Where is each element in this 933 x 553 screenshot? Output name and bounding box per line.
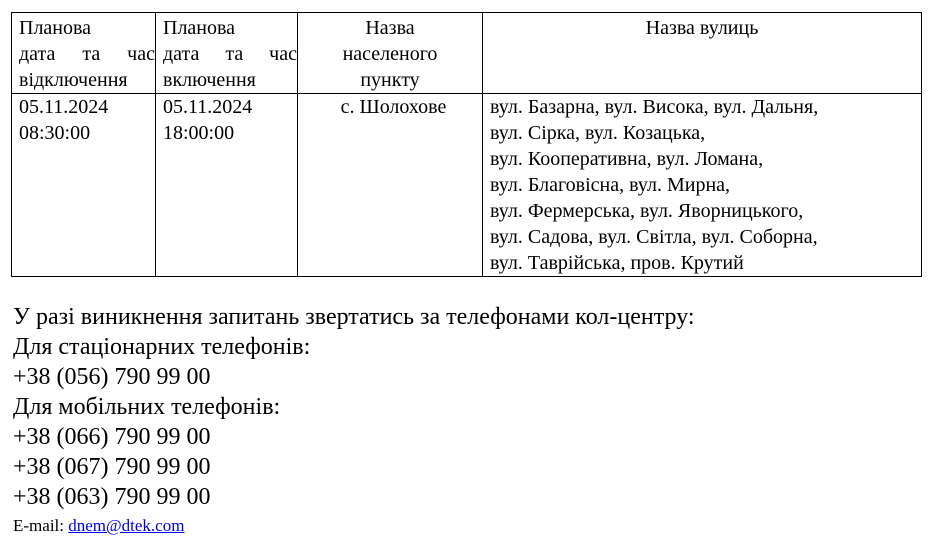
mobile-phone: +38 (066) 790 99 00	[13, 424, 211, 450]
street-line: вул. Фермерська, вул. Яворницького,	[490, 200, 804, 222]
header-locality-line2: населеного	[342, 43, 438, 65]
on-time: 18:00:00	[163, 122, 235, 144]
header-planned-off-line1: Планова	[19, 17, 92, 39]
street-line: вул. Таврійська, пров. Крутий	[490, 252, 744, 274]
street-line: вул. Благовісна, вул. Мирна,	[490, 174, 731, 196]
header-locality-line1: Назва	[365, 17, 415, 39]
header-planned-on-line1: Планова	[163, 17, 236, 39]
street-line: вул. Сірка, вул. Козацька,	[490, 122, 706, 144]
email-row	[13, 514, 184, 538]
call-center-intro: У разі виникнення запитань звертатись за телефонами кол-центру:	[13, 304, 695, 330]
email-link[interactable]: dnem@dtek.com	[68, 516, 185, 535]
landline-phone: +38 (056) 790 99 00	[13, 364, 211, 390]
outage-schedule-table	[11, 12, 922, 277]
table-row	[12, 94, 922, 277]
landline-label: Для стаціонарних телефонів:	[13, 334, 311, 360]
header-planned-on-line3: включення	[163, 69, 256, 91]
header-streets	[483, 13, 922, 94]
header-streets-line1: Назва вулиць	[645, 17, 759, 39]
cell-on-datetime	[156, 94, 298, 277]
mobile-label: Для мобільних телефонів:	[13, 394, 281, 420]
street-line: вул. Базарна, вул. Висока, вул. Дальня,	[490, 96, 819, 118]
off-date: 05.11.2024	[19, 96, 109, 118]
header-locality	[298, 13, 483, 94]
locality-name: с. Шолохове	[340, 96, 447, 118]
email-label: E-mail:	[13, 516, 64, 535]
street-line: вул. Кооперативна, вул. Ломана,	[490, 148, 764, 170]
cell-streets	[483, 94, 922, 277]
cell-off-datetime	[12, 94, 156, 277]
header-planned-off	[12, 13, 156, 94]
table-header-row	[12, 13, 922, 94]
header-planned-off-line3: відключення	[19, 69, 128, 91]
header-planned-on-line2: дата та час	[163, 43, 297, 65]
header-locality-line3: пункту	[360, 69, 420, 91]
off-time: 08:30:00	[19, 122, 91, 144]
street-line: вул. Садова, вул. Світла, вул. Соборна,	[490, 226, 818, 248]
on-date: 05.11.2024	[163, 96, 253, 118]
cell-locality	[298, 94, 483, 277]
mobile-phone: +38 (063) 790 99 00	[13, 484, 211, 510]
header-planned-on	[156, 13, 298, 94]
header-planned-off-line2: дата та час	[19, 43, 155, 65]
call-center-info	[13, 302, 695, 512]
mobile-phone: +38 (067) 790 99 00	[13, 454, 211, 480]
